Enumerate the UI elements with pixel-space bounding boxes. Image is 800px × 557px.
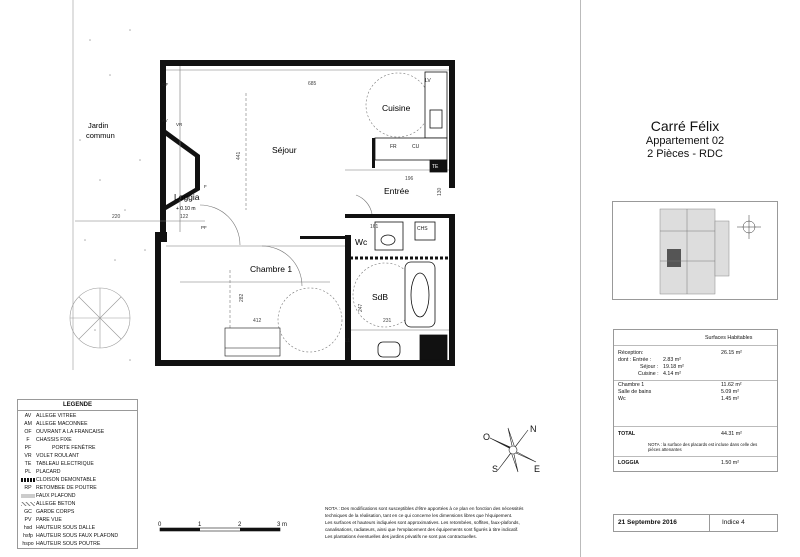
compass-letter-o: O (483, 432, 491, 442)
legend-code: PL (24, 469, 32, 475)
dimension-label: 220 (112, 214, 121, 220)
room-loggia: Loggia (174, 192, 200, 202)
sejour-value: 19.18 m² (663, 364, 684, 370)
disclaimer-line: NOTA : Des modifications sont susceptibles d'être apportées à ce plan en fonction des nécessités (325, 506, 524, 511)
room-entree: Entrée (384, 186, 410, 196)
apartment-highlight (667, 249, 681, 267)
dimension-label: 685 (308, 81, 317, 87)
legend-text: ALLEGE BETON (36, 501, 76, 507)
dimension-label: 282 (239, 293, 245, 302)
legend-text: FAUX PLAFOND (36, 493, 76, 499)
legend-text: PARE VUE (36, 517, 62, 523)
title-block (600, 118, 770, 161)
title-frame-divider (580, 0, 581, 557)
cuisine-label: Cuisine : (638, 371, 659, 377)
window-marker: OF (162, 82, 169, 87)
plan-index: Indice 4 (722, 519, 745, 526)
allege-beton-swatch (21, 502, 35, 506)
surfaces-table (613, 329, 778, 472)
window-marker: F (204, 184, 207, 189)
loggia-label: LOGGIA (618, 460, 639, 466)
room-chambre: Chambre 1 (250, 264, 293, 274)
bed (225, 328, 280, 356)
legend-box (17, 399, 138, 549)
legend-code: hsd (23, 525, 33, 531)
surfaces-note: NOTA : la surface des placards est incluse dans celle des pièces attenantes (648, 442, 758, 452)
garden-area (70, 0, 146, 370)
surface-label: Salle de bains (618, 389, 652, 395)
fixture-code: CU (412, 144, 420, 150)
garden-label-2: commun (86, 131, 115, 140)
loggia-level: + 0.10 m (176, 206, 196, 212)
key-plan (612, 201, 778, 300)
legend-text: OUVRANT A LA FRANCAISE (36, 429, 105, 435)
legend-text: PLACARD (36, 469, 61, 475)
surface-value: 5.09 m² (721, 389, 739, 395)
legend-text: RETOMBEE DE POUTRE (36, 485, 97, 491)
legend-title: LEGENDE (62, 402, 92, 408)
legend-text: HAUTEUR SOUS DALLE (36, 525, 96, 531)
disclaimer-line: Les plantations éventuelles des jardins privatifs ne sont pas contractuelles. (325, 534, 477, 539)
reception-value: 26.15 m² (721, 350, 742, 356)
disclaimer-line: canalisations, radiateurs, ainsi que l'emplacement des équipements sont figurés à titre indicatif. (325, 527, 519, 532)
room-cuisine: Cuisine (382, 103, 411, 113)
dimension-label: 247 (358, 303, 364, 312)
legend-code: TE (24, 461, 32, 467)
garden-label-1: Jardin (88, 121, 109, 130)
legend-text: PORTE FENÊTRE (52, 445, 96, 451)
faux-plafond-swatch (21, 494, 35, 498)
surface-label: Chambre 1 (618, 382, 645, 388)
fixture-code: LV (425, 78, 431, 84)
total-value: 44.31 m² (721, 431, 742, 437)
dimension-label: 441 (236, 151, 242, 160)
reception-label: Réception: (618, 350, 644, 356)
cloison-swatch (21, 478, 35, 482)
window-marker: AV (162, 118, 168, 123)
tree-symbol (70, 288, 130, 348)
rooms-summary: 2 Pièces - RDC (647, 148, 723, 160)
bathroom-fixtures (375, 222, 447, 360)
disclaimer-line: techniques de la réalisation, tant en ce qui concerne les dimensions libres que l'équipement. (325, 513, 513, 518)
cuisine-value: 4.14 m² (663, 371, 681, 377)
fixture-code: CHS (417, 226, 428, 232)
legend-text: HAUTEUR SOUS POUTRE (36, 541, 101, 547)
kitchen-counter (375, 72, 447, 172)
dimension-label: 231 (383, 318, 392, 324)
legend-code: VR (24, 453, 32, 459)
scale-label: 1 (198, 522, 202, 528)
surfaces-header: Surfaces Habitables (705, 335, 753, 341)
legend-text: TABLEAU ELECTRIQUE (36, 461, 94, 467)
plan-date: 21 Septembre 2016 (618, 519, 677, 526)
legend-code: RP (24, 485, 32, 491)
window-marker: PF (201, 225, 207, 230)
room-sdb: SdB (372, 292, 389, 302)
legend-text: ALLEGE VITREE (36, 413, 77, 419)
dimension-label: 196 (405, 176, 414, 182)
surface-label: Wc (618, 396, 626, 402)
compass-rose (478, 420, 548, 480)
dimension-label: 122 (180, 214, 189, 220)
scale-label: 3 m (277, 522, 288, 528)
entree-value: 2.83 m² (663, 357, 681, 363)
window-marker: VR (176, 122, 183, 127)
legend-code: GC (24, 509, 32, 515)
legend-code: AM (24, 421, 32, 427)
entree-label: dont : Entrée : (618, 357, 652, 363)
room-wc: Wc (355, 237, 368, 247)
dimension-label: 130 (437, 187, 443, 196)
scale-label: 2 (238, 522, 242, 528)
legend-text: CLOISON DEMONTABLE (36, 477, 97, 483)
fixture-code: TE (432, 164, 439, 170)
dimension-label: 161 (370, 224, 379, 230)
legend-text: ALLEGE MACONNEE (36, 421, 88, 427)
legend-code: hspo (22, 541, 34, 547)
dimension-label: 412 (253, 318, 262, 324)
compass-letter-e: E (534, 464, 541, 474)
scale-label: 0 (158, 522, 162, 528)
room-sejour: Séjour (272, 145, 297, 155)
legend-text: GARDE CORPS (36, 509, 75, 515)
surface-value: 11.62 m² (721, 382, 742, 388)
legend-code: AV (24, 413, 32, 419)
footer-box (613, 514, 778, 532)
legend-text: HAUTEUR SOUS FAUX PLAFOND (36, 533, 119, 539)
sejour-label: Séjour : (640, 364, 659, 370)
project-name: Carré Félix (650, 118, 720, 134)
legend-text: VOLET ROULANT (36, 453, 80, 459)
compass-letter-n: N (530, 424, 537, 434)
disclaimer-line: Les surfaces et hauteurs indiquées sont approximatives. Les retombées, soffites, faux-plafonds, (325, 520, 520, 525)
apartment-number: Appartement 02 (645, 135, 725, 147)
loggia-value: 1.50 m² (721, 460, 739, 466)
legend-code: hsfp (23, 533, 33, 539)
disclaimer (325, 505, 565, 540)
legend-code: PF (24, 445, 32, 451)
total-label: TOTAL (618, 431, 636, 437)
scale-bar (155, 520, 295, 540)
legend-code: F (26, 437, 30, 443)
surface-value: 1.45 m² (721, 396, 739, 402)
legend-text: CHASSIS FIXE (36, 437, 72, 443)
legend-code: PV (24, 517, 32, 523)
fixture-code: FR (390, 144, 397, 150)
legend-code: OF (24, 429, 32, 435)
compass-letter-s: S (492, 464, 499, 474)
fixture-code: LL (345, 338, 351, 344)
